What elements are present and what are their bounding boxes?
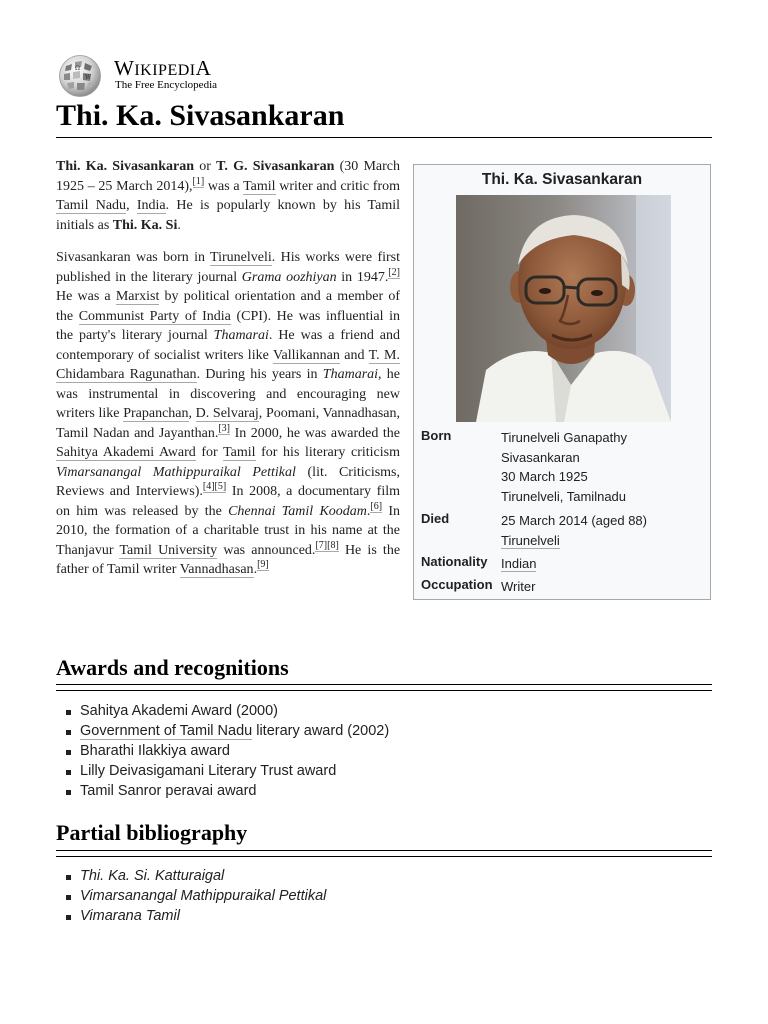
ref-4[interactable]: [4]: [202, 481, 215, 493]
awards-rule-2: [56, 690, 712, 691]
wordmark[interactable]: WIKIPEDIA: [114, 56, 212, 80]
link-cpi[interactable]: Communist Party of India: [78, 308, 231, 324]
article-lead: [56, 157, 400, 593]
link-tirunelveli[interactable]: Tirunelveli: [210, 250, 272, 265]
awards-list: [56, 701, 712, 801]
born-label: Born: [421, 428, 452, 443]
list-item: Bharathi Ilakkiya award: [56, 741, 712, 761]
occupation-value: Writer: [501, 579, 536, 594]
svg-text:W: W: [85, 74, 92, 81]
link-sahitya-akademi-award[interactable]: Sahitya Akademi Award: [56, 445, 196, 460]
nationality-value: [501, 554, 701, 574]
infobox: [413, 164, 711, 600]
link-d-selvaraj[interactable]: D. Selvaraj: [195, 406, 259, 421]
bibliography-list: [56, 866, 712, 926]
ref-1[interactable]: [1]: [192, 175, 205, 187]
ref-3[interactable]: [3]: [218, 422, 231, 434]
title-rule: [56, 137, 712, 138]
ref-2[interactable]: [2]: [388, 266, 400, 278]
infobox-title: Thi. Ka. Sivasankaran: [481, 171, 643, 188]
list-item: Government of Tamil Nadu literary award (2002): [56, 721, 712, 741]
tagline: The Free Encyclopedia: [115, 79, 218, 91]
lead-paragraph-2: Sivasankaran was born in Tirunelveli. His works were first published in the literary journal Grama oozhiyan in 1947.[2] He was a Marxist by political orientation and a member of the Communist Party of India (CPI). He was influential in the party's literary journal Thamarai. He was a friend and contemporary of socialist writers like Vallikannan and T. M. Chidambara Ragunathan. During his years in Thamarai, he was instrumental in discovering and encouraging new writers like Prapanchan, D. Selvaraj, Poomani, Vannadhasan, Tamil Nadan and Jayanthan.[3] In 2000, he was awarded the Sahitya Akademi Award for Tamil for his literary criticism Vimarsanangal Mathippuraikal Pettikal (lit. Criticisms, Reviews and Interviews).[4][5] In 2008, a documentary film on him was released by the Chennai Tamil Koodam.[6] In 2010, the formation of a charitable trust in his name at the Thanjavur Tamil University was announced.[7][8] He is the father of Tamil writer Vannadhasan.[9]: [56, 250, 401, 577]
ref-5[interactable]: [5]: [214, 481, 227, 493]
ref-7[interactable]: [7]: [315, 539, 328, 551]
list-item: Thi. Ka. Si. Katturaigal: [56, 866, 712, 886]
svg-text:Ω: Ω: [75, 65, 80, 72]
bibliography-rule: [56, 850, 712, 851]
list-item: Tamil Sanror peravai award: [56, 781, 712, 801]
link-tamil-2[interactable]: Tamil: [223, 445, 256, 460]
link-died-tirunelveli[interactable]: Tirunelveli: [501, 532, 560, 548]
died-value: 25 March 2014 (aged 88) Tirunelveli: [501, 513, 647, 548]
list-item: Vimarana Tamil: [56, 906, 712, 926]
link-tamil[interactable]: Tamil: [243, 178, 276, 194]
bibliography-heading: Partial bibliography: [56, 820, 248, 845]
subject-name: Thi. Ka. Sivasankaran: [56, 159, 195, 174]
bibliography-rule-2: [56, 856, 712, 857]
wikipedia-globe-icon[interactable]: [56, 54, 104, 98]
born-value: Tirunelveli Ganapathy Sivasankaran 30 March 1925 Tirunelveli, Tamilnadu: [501, 430, 627, 504]
list-item: Lilly Deivasigamani Literary Trust award: [56, 761, 712, 781]
link-government-of-tamil-nadu[interactable]: Government of Tamil Nadu: [80, 723, 253, 739]
list-item: Vimarsanangal Mathippuraikal Pettikal: [56, 886, 712, 906]
link-indian[interactable]: Indian: [501, 556, 537, 571]
awards-heading: Awards and recognitions: [56, 655, 289, 680]
occupation-label: Occupation: [421, 577, 493, 592]
subject-alt-name: T. G. Sivasankaran: [216, 159, 335, 174]
link-marxist[interactable]: Marxist: [115, 289, 160, 304]
subject-initials: Thi. Ka. Si: [112, 217, 178, 233]
ref-6[interactable]: [6]: [370, 500, 383, 512]
link-prapanchan[interactable]: Prapanchan: [123, 406, 189, 421]
lead-paragraph-1: Thi. Ka. Sivasankaran or T. G. Sivasankaran (30 March 1925 – 25 March 2014),[1] was a Tamil writer and critic from Tamil Nadu, India. He is popularly known by his Tamil initials as Thi. Ka. Si.: [56, 159, 401, 233]
link-tm-chidambara-ragunathan[interactable]: T. M. Chidambara Ragunathan: [56, 347, 400, 382]
link-tamil-university[interactable]: Tamil University: [119, 542, 218, 558]
portrait-photo[interactable]: [456, 195, 671, 422]
nationality-label: Nationality: [421, 554, 488, 569]
died-label: Died: [421, 511, 450, 526]
link-vannadhasan[interactable]: Vannadhasan: [179, 562, 254, 577]
ref-9[interactable]: [9]: [257, 559, 269, 571]
list-item: Sahitya Akademi Award (2000): [56, 701, 712, 721]
awards-rule: [56, 684, 712, 685]
link-tamil-nadu[interactable]: Tamil Nadu: [56, 198, 127, 213]
page-title: Thi. Ka. Sivasankaran: [56, 99, 345, 132]
link-vallikannan[interactable]: Vallikannan: [272, 347, 340, 363]
ref-8[interactable]: [8]: [327, 539, 339, 551]
link-india[interactable]: India: [136, 198, 166, 213]
